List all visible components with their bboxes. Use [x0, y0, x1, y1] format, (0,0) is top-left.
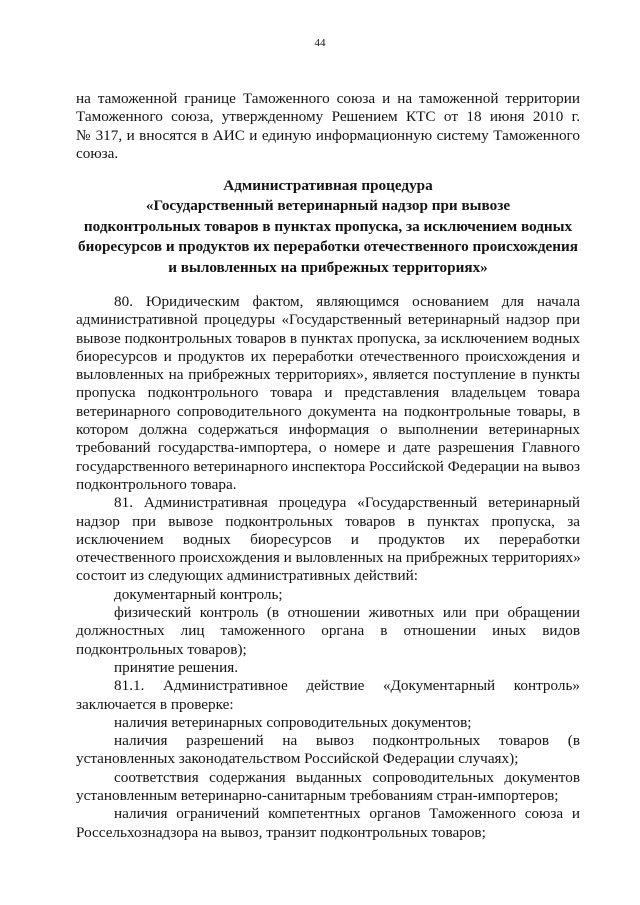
text-line: подконтрольного товара. — [76, 475, 237, 493]
heading-line: «Государственный ветеринарный надзор при вывозе — [145, 197, 511, 215]
body-text — [76, 293, 580, 842]
heading-line: подконтрольных товаров в пунктах пропуска, за исключением водных — [83, 217, 573, 235]
text-line: биоресурсов и продуктов их переработки отечественного происхождения и — [76, 347, 580, 365]
text-line: Россельхознадзора на вывоз, транзит подконтрольных товаров; — [76, 823, 486, 841]
text-line: пропуска подконтрольного товара и представления владельцем товара — [76, 384, 580, 402]
text-line: должностных лиц таможенного органа в отношении иных видов — [76, 622, 580, 640]
text-line: установленных законодательством Российской Федерации случаях); — [76, 750, 519, 768]
text-line: государственного ветеринарного инспектора Российской Федерации на вывоз — [76, 457, 580, 475]
heading-line: и выловленных на прибрежных территориях» — [168, 258, 488, 276]
text-line: установленным ветеринарно-санитарным требованиям стран-импортеров; — [76, 787, 559, 805]
text-line: принятие решения. — [114, 658, 239, 676]
text-line: ветеринарного сопроводительного документа на подконтрольные товары, в — [76, 402, 580, 420]
text-line: отечественного происхождения и выловленных на прибрежных территориях» — [76, 549, 581, 567]
text-line: выловленных на прибрежных территориях», является поступление в пункты — [76, 366, 580, 384]
text-line: заключается в проверке: — [76, 695, 234, 713]
text-line: документарный контроль; — [114, 585, 283, 603]
heading-line: биоресурсов и продуктов их переработки отечественного происхождения — [78, 238, 578, 256]
text-line: № 317, и вносятся в АИС и единую информационную систему Таможенного — [76, 126, 580, 144]
text-line: 81.1. Административное действие «Документарный контроль» — [114, 677, 580, 695]
text-line: подконтрольных товаров); — [76, 640, 247, 658]
section-heading — [76, 176, 580, 278]
heading-line: Административная процедура — [223, 177, 433, 194]
text-line: 81. Административная процедура «Государственный ветеринарный — [114, 494, 580, 512]
text-line: требований государства-импортера, о номере и дате разрешения Главного — [76, 439, 580, 457]
text-line: соответствия содержания выданных сопроводительных документов — [114, 768, 580, 786]
text-line: надзор при вывозе подконтрольных товаров в пунктах пропуска, за — [76, 512, 580, 530]
text-line: административной процедуры «Государственный ветеринарный надзор при — [76, 311, 580, 329]
page-number: 44 — [314, 37, 326, 49]
text-line: 80. Юридическим фактом, являющимся основанием для начала — [114, 293, 580, 310]
text-line: на таможенной границе Таможенного союза и на таможенной территории — [76, 90, 580, 107]
text-line: наличия ветеринарных сопроводительных документов; — [114, 713, 472, 731]
text-line: состоит из следующих административных действий: — [76, 567, 418, 585]
text-line: физический контроль (в отношении животных или при обращении — [114, 604, 580, 622]
intro-paragraph — [76, 90, 580, 163]
text-line: вывозе подконтрольных товаров в пунктах пропуска, за исключением водных — [76, 329, 580, 347]
text-line: Таможенного союза, утвержденному Решением КТС от 18 июня 2010 г. — [76, 108, 580, 126]
text-line: наличия ограничений компетентных органов Таможенного союза и — [114, 805, 580, 823]
text-line: наличия разрешений на вывоз подконтрольных товаров (в — [114, 732, 580, 750]
text-line: котором должна содержаться информация о выполнении ветеринарных — [76, 421, 580, 439]
text-line: исключением водных биоресурсов и продуктов их переработки — [76, 530, 580, 548]
text-line: союза. — [76, 144, 119, 162]
